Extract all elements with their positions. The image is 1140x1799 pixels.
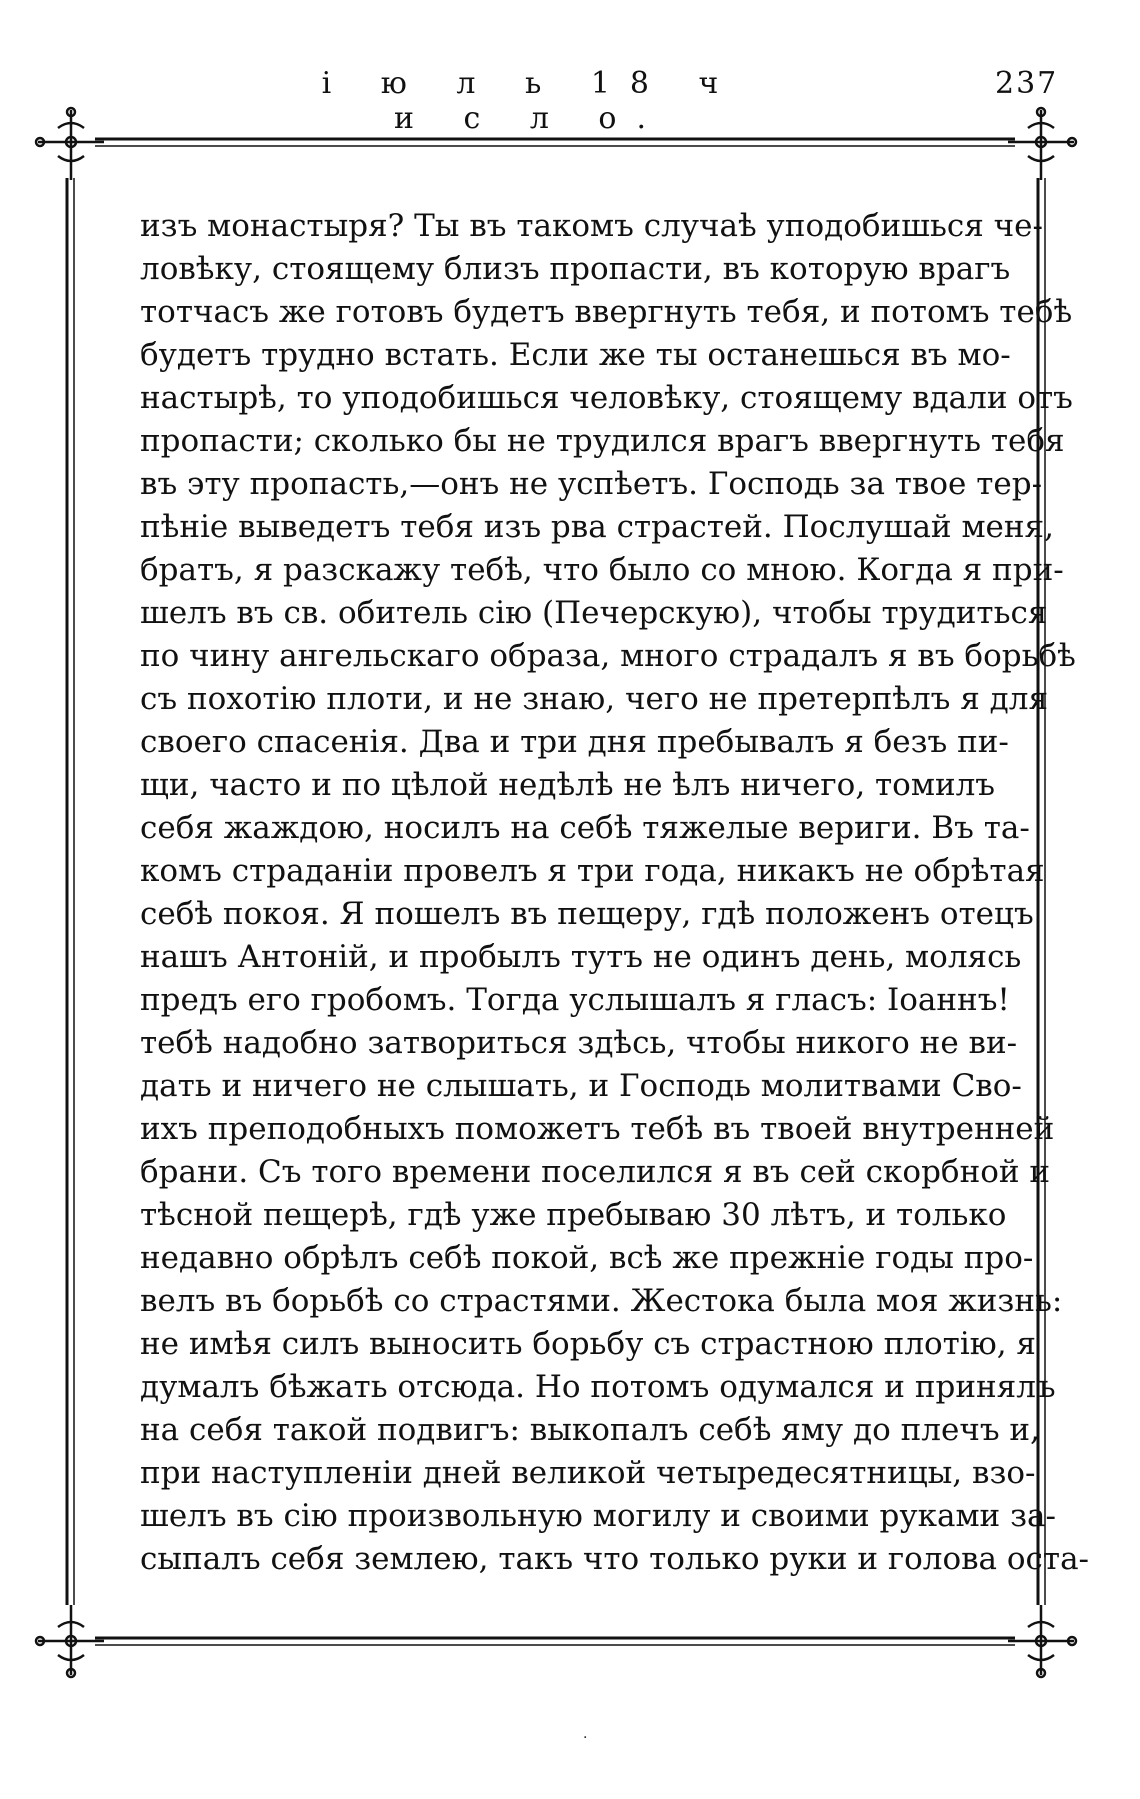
text-line: ихъ преподобныхъ поможетъ тебѣ въ твоей внутренней (140, 1111, 1055, 1147)
body-text (140, 205, 1090, 1581)
text-line: настырѣ, то уподобишься человѣку, стоящему вдали отъ (140, 380, 1073, 416)
text-line: шелъ въ св. обитель сію (Печерскую), чтобы трудиться (140, 595, 1048, 631)
text-line: пѣніе выведетъ тебя изъ рва страстей. Послушай меня, (140, 509, 1054, 545)
text-line: при наступленіи дней великой четыредесятницы, взо- (140, 1455, 1036, 1491)
corner-ornament-top-left (36, 108, 104, 180)
page-number: 237 (995, 66, 1059, 101)
text-line: думалъ бѣжать отсюда. Но потомъ одумался и принялъ (140, 1369, 1056, 1405)
text-line: тѣсной пещерѣ, гдѣ уже пребываю 30 лѣтъ, и только (140, 1197, 1007, 1233)
text-line: братъ, я разскажу тебѣ, что было со мною. Когда я при- (140, 552, 1064, 588)
text-line: не имѣя силъ выносить борьбу съ страстною плотію, я (140, 1326, 1036, 1362)
text-line: тебѣ надобно затворитьcя здѣсь, чтобы никого не ви- (140, 1025, 1018, 1061)
running-title: і ю л ь 18 ч и с л о. (321, 66, 739, 136)
text-line: съ похотію плоти, и не знаю, чего не претерпѣлъ я для (140, 681, 1049, 717)
text-line: комъ страданіи провелъ я три года, никакъ не обрѣтая (140, 853, 1045, 889)
text-line: своего спасенія. Два и три дня пребывалъ я безъ пи- (140, 724, 1009, 760)
text-line: себѣ покоя. Я пошелъ въ пещеру, гдѣ положенъ отецъ (140, 896, 1034, 932)
text-line: недавно обрѣлъ себѣ покой, всѣ же прежніе годы про- (140, 1240, 1034, 1276)
text-line: будетъ трудно встать. Если же ты останешься въ мо- (140, 337, 1011, 373)
text-line: на себя такой подвигъ: выкопалъ себѣ яму до плечъ и, (140, 1412, 1040, 1448)
text-line: ловѣку, стоящему близъ пропасти, въ которую врагъ (140, 251, 1011, 287)
text-line: тотчасъ же готовъ будетъ ввергнуть тебя, и потомъ тебѣ (140, 294, 1073, 330)
text-line: изъ монастыря? Ты въ такомъ случаѣ уподобишься че- (140, 208, 1043, 244)
text-line: щи, часто и по цѣлой недѣлѣ не ѣлъ ничего, томилъ (140, 767, 996, 803)
print-mark: · (583, 1730, 588, 1746)
text-line: по чину ангельскаго образа, много страдалъ я въ борьбѣ (140, 638, 1076, 674)
text-line: предъ его гробомъ. Тогда услышалъ я гласъ: Іоаннъ! (140, 982, 1010, 1018)
corner-ornament-bottom-left (36, 1605, 104, 1677)
text-line: брани. Съ того времени поселился я въ сей скорбной и (140, 1154, 1051, 1190)
text-line: въ эту пропасть,—онъ не успѣетъ. Господь за твое тер- (140, 466, 1043, 502)
text-line: пропасти; сколько бы не трудился врагъ ввергнуть тебя (140, 423, 1065, 459)
text-line: дать и ничего не слышать, и Господь молитвами Сво- (140, 1068, 1022, 1104)
text-line: сыпалъ себя землею, такъ что только руки и голова оста- (140, 1541, 1090, 1577)
corner-ornament-top-right (1008, 108, 1076, 180)
text-line: себя жаждою, носилъ на себѣ тяжелые вериги. Въ та- (140, 810, 1030, 846)
text-line: шелъ въ сію произвольную могилу и своими руками за- (140, 1498, 1056, 1534)
text-line: велъ въ борьбѣ со страстями. Жестока была моя жизнь: (140, 1283, 1063, 1319)
corner-ornament-bottom-right (1008, 1605, 1076, 1677)
text-line: нашъ Антоній, и пробылъ тутъ не одинъ день, молясь (140, 939, 1022, 975)
